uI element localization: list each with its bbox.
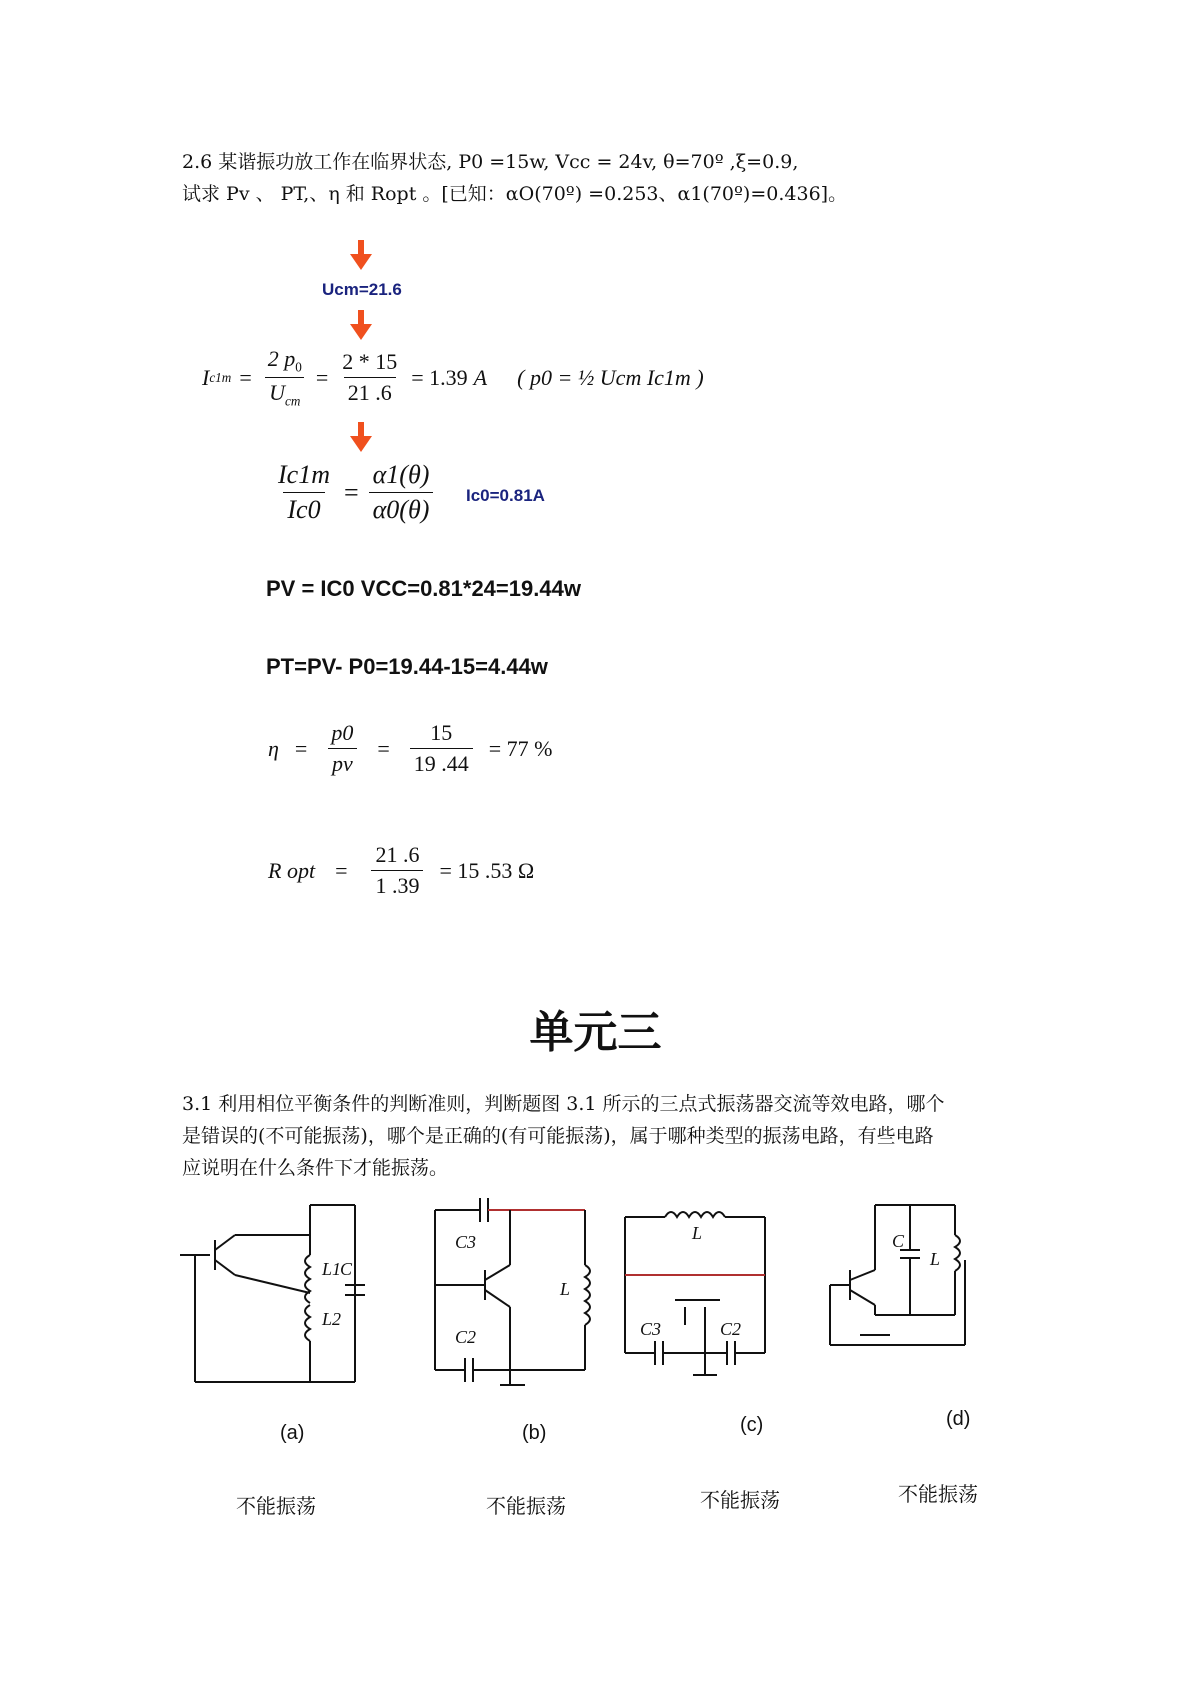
label-C: C xyxy=(892,1231,905,1251)
circuit-b-verdict: 不能振荡 xyxy=(486,1494,566,1518)
ic1m-formula: I c1m = $\frac{2 p_0}{U_{cm}}$ = $\frac{2 * 15}{21 .6}$ = 1.39 A ( p0 = ½ Ucm Ic1m ) xyxy=(202,346,704,409)
eta-num: p0 xyxy=(331,720,354,745)
ic1m-den1-sub: cm xyxy=(285,393,301,409)
eta-result: = 77 % xyxy=(488,735,553,761)
ropt-formula: R opt = $\frac{21 .6}{1 .39}$ = 15 .53 Ω xyxy=(268,842,535,898)
label-C2: C2 xyxy=(720,1319,742,1339)
ropt-lhs: R opt xyxy=(268,857,316,883)
ic1m-num1-sub: 0 xyxy=(295,359,302,375)
ic0-label: Ic0=0.81A xyxy=(466,486,545,505)
ropt-num: 21 .6 xyxy=(375,842,420,867)
label-C: C xyxy=(340,1259,353,1279)
label-L1: L1 xyxy=(322,1259,342,1279)
current-ratio xyxy=(274,460,334,525)
down-arrow-icon xyxy=(350,422,372,454)
down-arrow-icon xyxy=(350,240,372,272)
problem-3-1-line1: 3.1 利用相位平衡条件的判断准则，判断题图 3.1 所示的三点式振荡器交流等效电路，哪个 xyxy=(182,1093,945,1115)
ic1m-frac2 xyxy=(338,349,401,406)
circuit-a xyxy=(180,1205,365,1382)
down-arrow-icon xyxy=(350,310,372,342)
ic1m-lhs: I xyxy=(202,364,210,390)
problem-2-6-line2: 试求 Pv 、 PT,、η 和 Ropt 。[已知：αO(70º) =0.253、α1(70º)=0.436]。 xyxy=(182,183,848,205)
p0-relation-note: ( p0 = ½ Ucm Ic1m ) xyxy=(517,364,704,390)
circuit-a-verdict: 不能振荡 xyxy=(236,1494,316,1518)
problem-2-6-line1: 2.6 某谐振功放工作在临界状态, P0 =15w, Vcc = 24v, θ=70º ,ξ=0.9, xyxy=(182,151,799,173)
oscillator-circuits-figure xyxy=(170,1195,1170,1395)
label-L: L xyxy=(692,1223,703,1243)
label-C3: C3 xyxy=(640,1319,662,1339)
ropt-frac xyxy=(371,842,423,899)
ic1m-num2: 2 * 15 xyxy=(342,349,398,375)
eta-lhs: η xyxy=(268,735,279,761)
ic1m-lhs-sub: c1m xyxy=(209,369,232,385)
label-L: L xyxy=(930,1249,941,1269)
ic1m-den2: 21 .6 xyxy=(344,377,396,406)
circuit-d-verdict: 不能振荡 xyxy=(898,1482,978,1506)
pv-line: PV = IC0 VCC=0.81*24=19.44w xyxy=(266,576,581,601)
ropt-den: 1 .39 xyxy=(371,870,423,899)
ic1m-frac1 xyxy=(264,346,306,410)
pt-line: PT=PV- P0=19.44-15=4.44w xyxy=(266,654,548,679)
ucm-label: Ucm=21.6 xyxy=(322,280,402,299)
circuit-a-label: (a) xyxy=(280,1422,305,1444)
label-C2: C2 xyxy=(455,1327,477,1347)
ratio-den: Ic0 xyxy=(283,492,324,525)
label-L2: L2 xyxy=(322,1309,342,1329)
circuit-b-label: (b) xyxy=(522,1422,547,1444)
ratio-num: Ic1m xyxy=(278,460,330,489)
eta-den: pv xyxy=(328,748,357,777)
circuit-c-label: (c) xyxy=(740,1414,764,1436)
ratio-rden: α0(θ) xyxy=(369,492,434,525)
eta-num2: 15 xyxy=(430,720,453,745)
problem-3-1-line3: 应说明在什么条件下才能振荡。 xyxy=(182,1157,449,1179)
alpha-ratio xyxy=(369,460,434,525)
eta-frac1 xyxy=(327,720,357,777)
section-title: 单元三 xyxy=(529,1007,662,1058)
ratio-formula: $\frac{Ic1m}{Ic0}$ = $\frac{\alpha 1(\theta)}{\alpha 0(\theta)}$ xyxy=(270,460,437,525)
label-C3: C3 xyxy=(455,1232,477,1252)
ratio-rnum: α1(θ) xyxy=(372,460,430,489)
ic1m-den1: U xyxy=(269,380,286,406)
eta-formula: η = $\frac{p0}{pv}$ = $\frac{15}{19 .44}$ = 77 % xyxy=(268,720,553,776)
ic1m-unit: A xyxy=(473,364,488,390)
eta-den2: 19 .44 xyxy=(410,748,473,777)
circuit-d-label: (d) xyxy=(946,1408,971,1430)
ic1m-result: = 1.39 xyxy=(411,364,468,390)
ropt-result: = 15 .53 Ω xyxy=(439,857,535,883)
eta-frac2 xyxy=(410,720,473,777)
label-L: L xyxy=(560,1279,571,1299)
ic1m-num1: 2 p xyxy=(267,346,296,371)
circuit-c-verdict: 不能振荡 xyxy=(700,1488,780,1512)
problem-3-1-line2: 是错误的(不可能振荡)，哪个是正确的(有可能振荡)，属于哪种类型的振荡电路，有些电路 xyxy=(182,1125,934,1147)
circuit-d xyxy=(830,1205,965,1345)
